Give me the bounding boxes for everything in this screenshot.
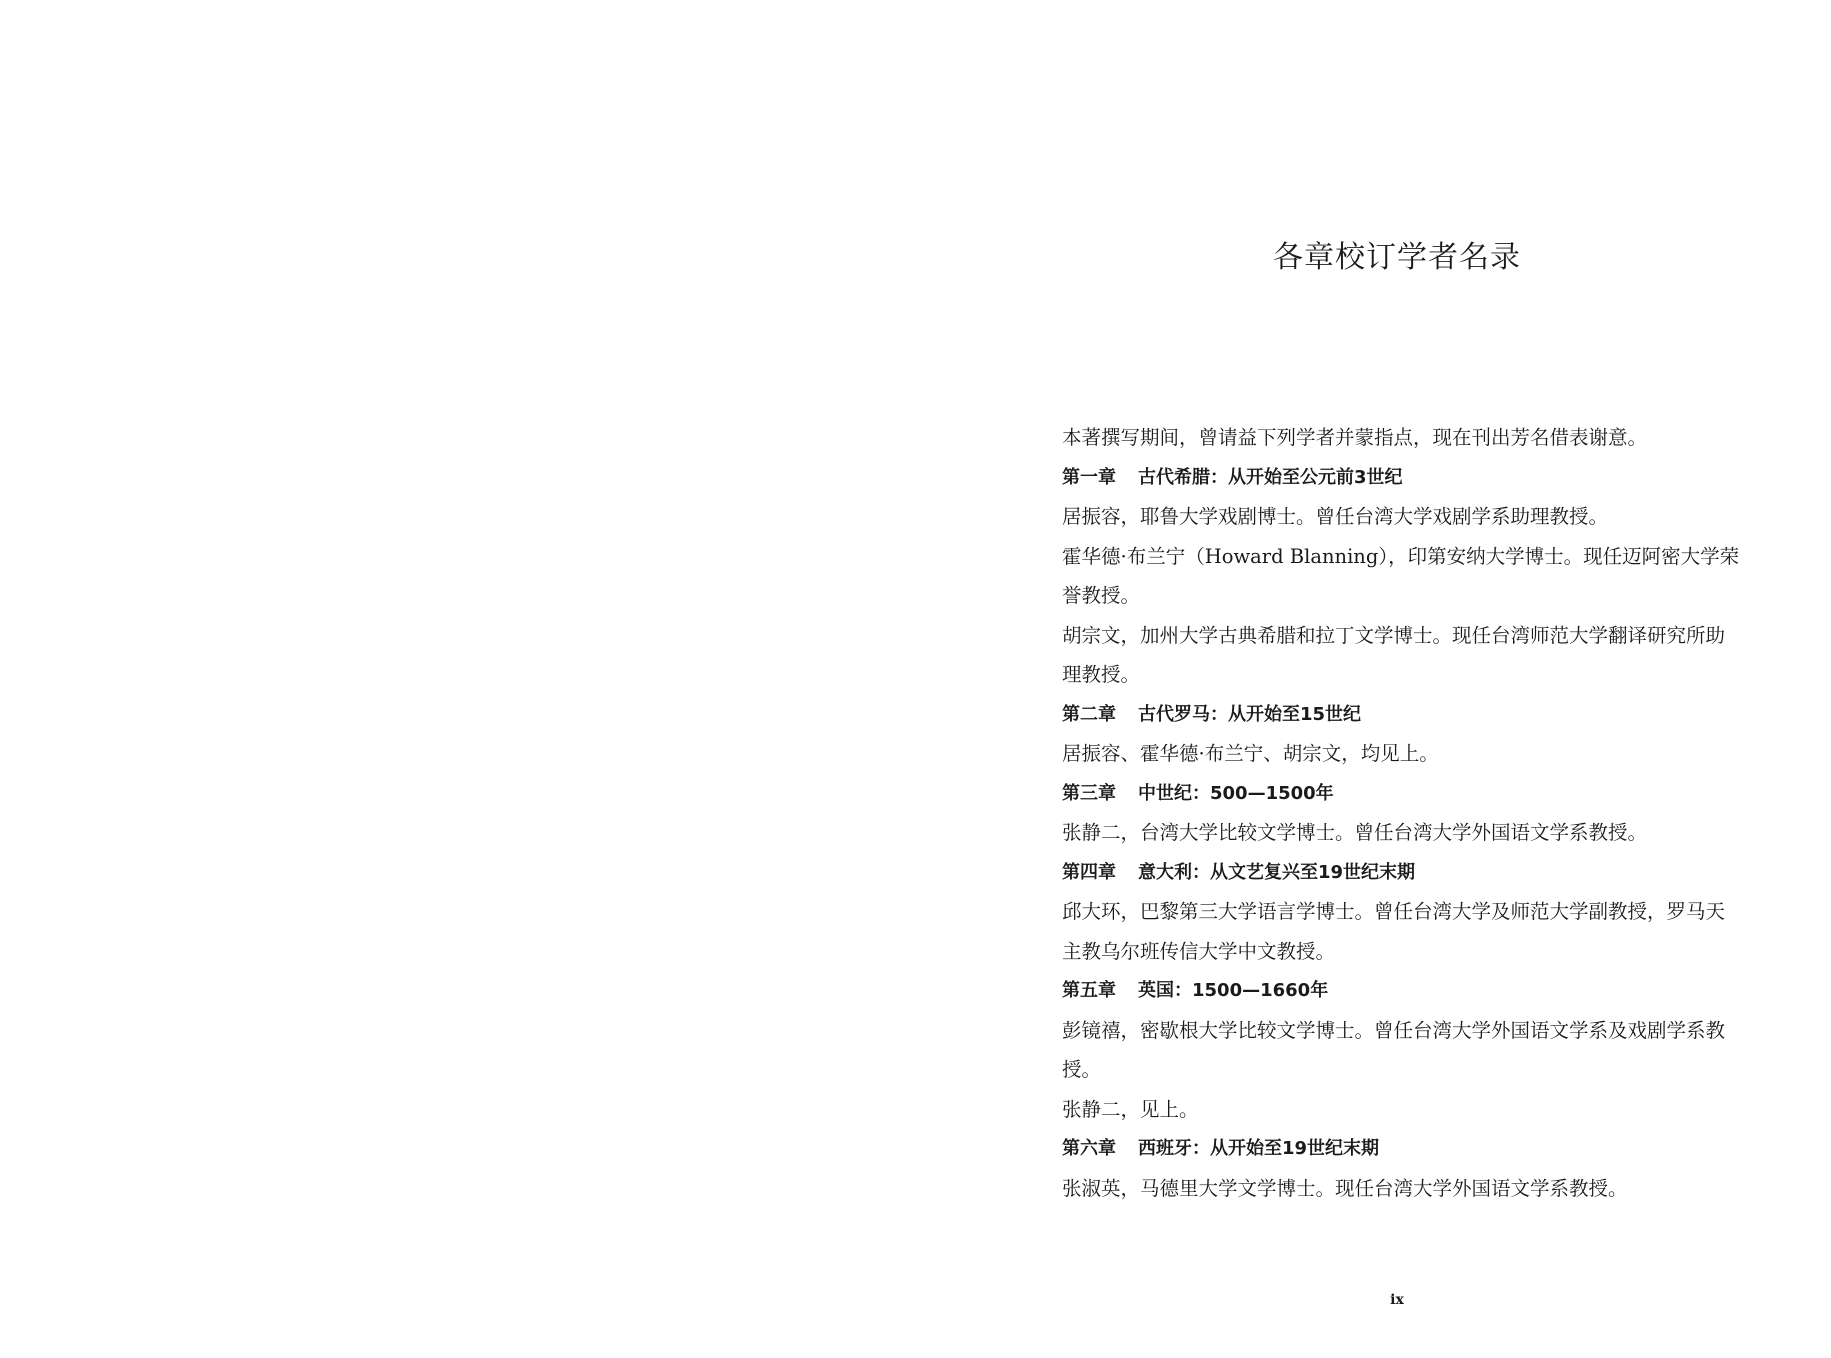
page-title: 各章校订学者名录 (1273, 240, 1521, 275)
chapter-number: 第二章 (1062, 703, 1116, 725)
chapter-title: 英国：1500—1660年 (1138, 980, 1329, 1001)
chapter-number: 第一章 (1062, 466, 1116, 488)
chapter-title: 西班牙：从开始至19世纪末期 (1138, 1138, 1380, 1159)
scholar-entry: 张淑英，马德里大学文学博士。现任台湾大学外国语文学系教授。 (1062, 1176, 1628, 1200)
chapter-heading (1062, 971, 1742, 1011)
scholar-entry: 胡宗文，加州大学古典希腊和拉丁文学博士。现任台湾师范大学翻译研究所助理教授。 (1062, 623, 1726, 686)
chapter-title: 意大利：从文艺复兴至19世纪末期 (1138, 861, 1416, 883)
page-number: ix (1390, 1292, 1404, 1308)
chapter-number: 第六章 (1062, 1138, 1116, 1159)
scholar-entry: 居振容，耶鲁大学戏剧博士。曾任台湾大学戏剧学系助理教授。 (1062, 505, 1609, 528)
scholar-entry: 邱大环，巴黎第三大学语言学博士。曾任台湾大学及师范大学副教授，罗马天主教乌尔班传信大学中文教授。 (1062, 900, 1726, 963)
scholar-entry: 张静二，台湾大学比较文学博士。曾任台湾大学外国语文学系教授。 (1062, 821, 1648, 844)
scholar-entry: 霍华德·布兰宁（Howard Blanning），印第安纳大学博士。现任迈阿密大学荣誉教授。 (1062, 544, 1740, 607)
acknowledgement-list (1062, 418, 1742, 1208)
chapter-title: 中世纪：500—1500年 (1138, 782, 1334, 804)
scholar-entry: 彭镜禧，密歇根大学比较文学博士。曾任台湾大学外国语文学系及戏剧学系教授。 (1062, 1018, 1726, 1081)
scholar-entry: 张静二，见上。 (1062, 1097, 1199, 1121)
chapter-number: 第五章 (1062, 980, 1116, 1001)
chapter-title: 古代罗马：从开始至15世纪 (1138, 703, 1362, 725)
chapter-number: 第三章 (1062, 782, 1116, 804)
scholar-entry: 居振容、霍华德·布兰宁、胡宗文，均见上。 (1062, 742, 1439, 765)
chapter-heading (1062, 853, 1742, 893)
chapter-title: 古代希腊：从开始至公元前3世纪 (1138, 466, 1403, 488)
chapter-heading (1062, 774, 1742, 814)
chapter-heading (1062, 458, 1742, 498)
chapter-heading (1062, 695, 1742, 735)
chapter-number: 第四章 (1062, 861, 1116, 883)
chapter-heading (1062, 1129, 1742, 1169)
left-page-blank (0, 0, 915, 1358)
intro-paragraph: 本著撰写期间，曾请益下列学者并蒙指点，现在刊出芳名借表谢意。 (1062, 426, 1648, 449)
